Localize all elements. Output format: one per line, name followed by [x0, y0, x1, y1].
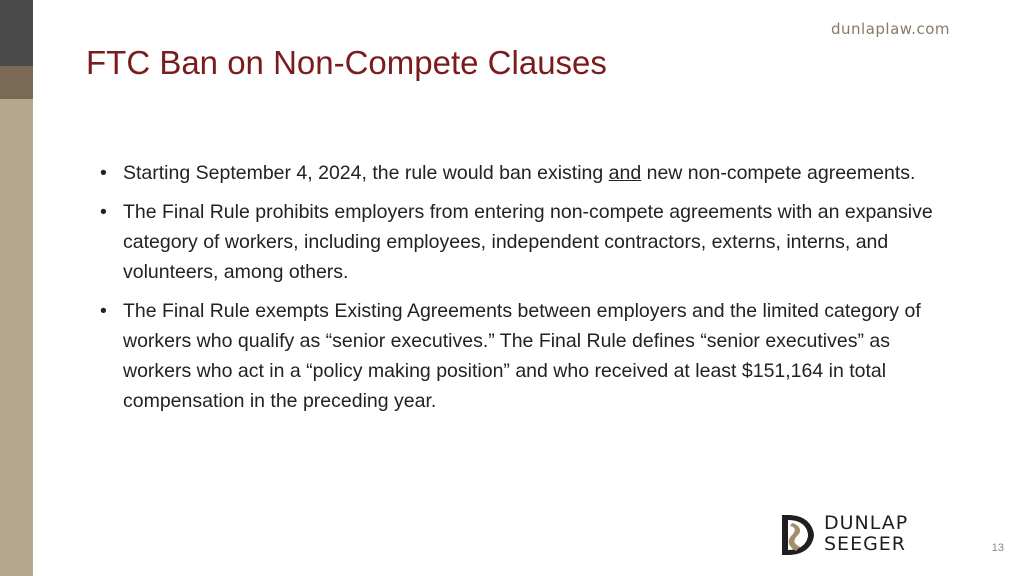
- logo-wordmark: [824, 513, 908, 555]
- site-url: dunlaplaw.com: [831, 20, 950, 38]
- bullet-icon: •: [100, 300, 107, 322]
- sidebar-dark-segment: [0, 0, 33, 66]
- logo-line-2: SEEGER: [824, 533, 906, 555]
- dunlap-seeger-logo: [778, 513, 953, 557]
- bullet-item: [100, 197, 955, 287]
- sidebar-tan-segment: [0, 99, 33, 576]
- page-title: FTC Ban on Non-Compete Clauses: [86, 44, 607, 81]
- sidebar-brown-segment: [0, 66, 33, 99]
- ds-monogram-icon: [778, 513, 816, 557]
- bullet-text: The Final Rule prohibits employers from entering non-compete agreements with an expansive category of workers, including employees, independent contractors, externs, interns, and volunteers, among others.: [123, 201, 933, 283]
- bullet-item: [100, 296, 955, 416]
- bullet-icon: •: [100, 162, 107, 184]
- bullet-text-part: new non-compete agreements.: [641, 162, 916, 184]
- bullet-text-underlined: and: [608, 162, 642, 184]
- logo-line-1: DUNLAP: [824, 512, 909, 534]
- bullet-list: [100, 158, 955, 425]
- bullet-item: [100, 158, 955, 188]
- bullet-icon: •: [100, 201, 107, 223]
- bullet-text-part: Starting September 4, 2024, the rule would ban existing: [123, 162, 609, 184]
- bullet-text: The Final Rule exempts Existing Agreements between employers and the limited category of workers who qualify as “senior executives.” The Final Rule defines “senior executives” as workers who act in a “policy making position” and who received at least $151,164 in total compensation in the preceding year.: [123, 300, 921, 412]
- page-number: 13: [991, 542, 1004, 554]
